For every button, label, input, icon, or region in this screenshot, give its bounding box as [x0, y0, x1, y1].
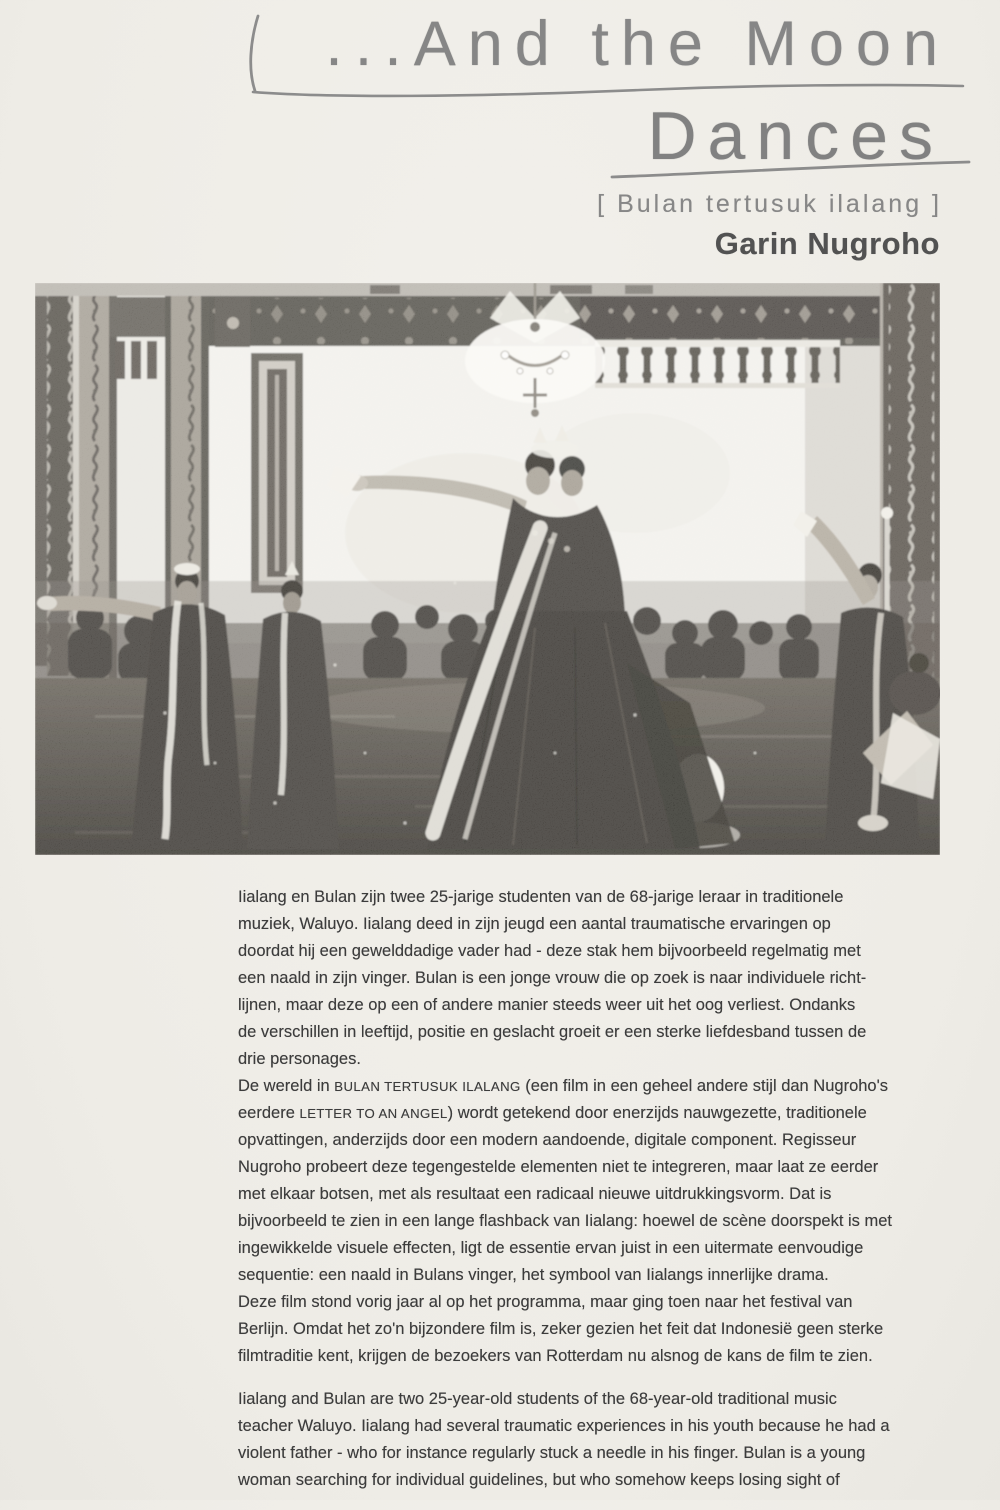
- text-line: een naald in zijn vinger. Bulan is een jonge vrouw die op zoek is naar individuele richt-: [238, 969, 867, 987]
- film-still-photo: [35, 283, 940, 855]
- text-line: De wereld in BULAN TERTUSUK ILALANG (een film in een geheel andere stijl dan Nugroho's: [238, 1077, 888, 1095]
- text-line: Iialang and Bulan are two 25-year-old students of the 68-year-old traditional music: [238, 1390, 837, 1408]
- hand-drawn-bracket-stroke: [251, 16, 258, 91]
- text-line: doordat hij een gewelddadige vader had - deze stak hem bijvoorbeeld regelmatig met: [238, 942, 861, 960]
- film-still-illustration: [35, 283, 940, 855]
- text-line: de verschillen in leeftijd, positie en geslacht groeit er een sterke liefdesband tussen de: [238, 1023, 867, 1041]
- original-title: [ Bulan tertusuk ilalang ]: [597, 190, 942, 218]
- text-line: met elkaar botsen, met als resultaat een radicaal nieuwe uitdrukkingsvorm. Dat is: [238, 1185, 832, 1203]
- director-name: Garin Nugroho: [714, 226, 940, 261]
- text-line: violent father - who for instance regularly stuck a needle in his finger. Bulan is a young: [238, 1444, 866, 1462]
- text-line: Deze film stond vorig jaar al op het programma, maar ging toen naar het festival van: [238, 1293, 853, 1311]
- title-underline-1: [253, 85, 963, 96]
- film-title-line-1: ...And the Moon: [325, 9, 950, 79]
- text-line: Berlijn. Omdat het zo'n bijzondere film is, zeker gezien het feit dat Indonesië geen sterke: [238, 1320, 884, 1338]
- text-line: Nugroho probeert deze tegengestelde elementen niet te integreren, maar laat ze eerder: [238, 1158, 879, 1176]
- text-line: muziek, Waluyo. Iialang deed in zijn jeugd een aantal traumatische ervaringen op: [238, 915, 831, 933]
- text-line: bijvoorbeeld te zien in een lange flashback van Iialang: hoewel de scène doorspekt is met: [238, 1212, 892, 1230]
- text-line: ingewikkelde visuele effecten, ligt de essentie ervan juist in een uitermate eenvoudige: [238, 1239, 864, 1257]
- text-line: teacher Waluyo. Iialang had several traumatic experiences in his youth because he had a: [238, 1417, 890, 1435]
- text-line: drie personages.: [238, 1050, 361, 1068]
- text-line: eerdere LETTER TO AN ANGEL) wordt getekend door enerzijds nauwgezette, traditionele: [238, 1104, 867, 1122]
- english-paragraph: [238, 1386, 953, 1494]
- text-line: sequentie: een naald in Bulans vinger, het symbool van Iialangs innerlijke drama.: [238, 1266, 829, 1284]
- article-body: [238, 884, 953, 1510]
- text-line: lijnen, maar deze op een of andere manier steeds weer uit het oog verliest. Ondanks: [238, 996, 856, 1014]
- text-line: woman searching for individual guidelines, but who somehow keeps losing sight of: [238, 1471, 840, 1489]
- text-line: Iialang en Bulan zijn twee 25-jarige studenten van de 68-jarige leraar in traditionele: [238, 888, 844, 906]
- dutch-paragraph: [238, 884, 953, 1370]
- film-title-line-2: Dances: [647, 98, 944, 174]
- text-line: filmtraditie kent, krijgen de bezoekers van Rotterdam nu alsnog de kans de film te zien.: [238, 1347, 873, 1365]
- text-line: opvattingen, anderzijds door een modern aandoende, digitale component. Regisseur: [238, 1131, 857, 1149]
